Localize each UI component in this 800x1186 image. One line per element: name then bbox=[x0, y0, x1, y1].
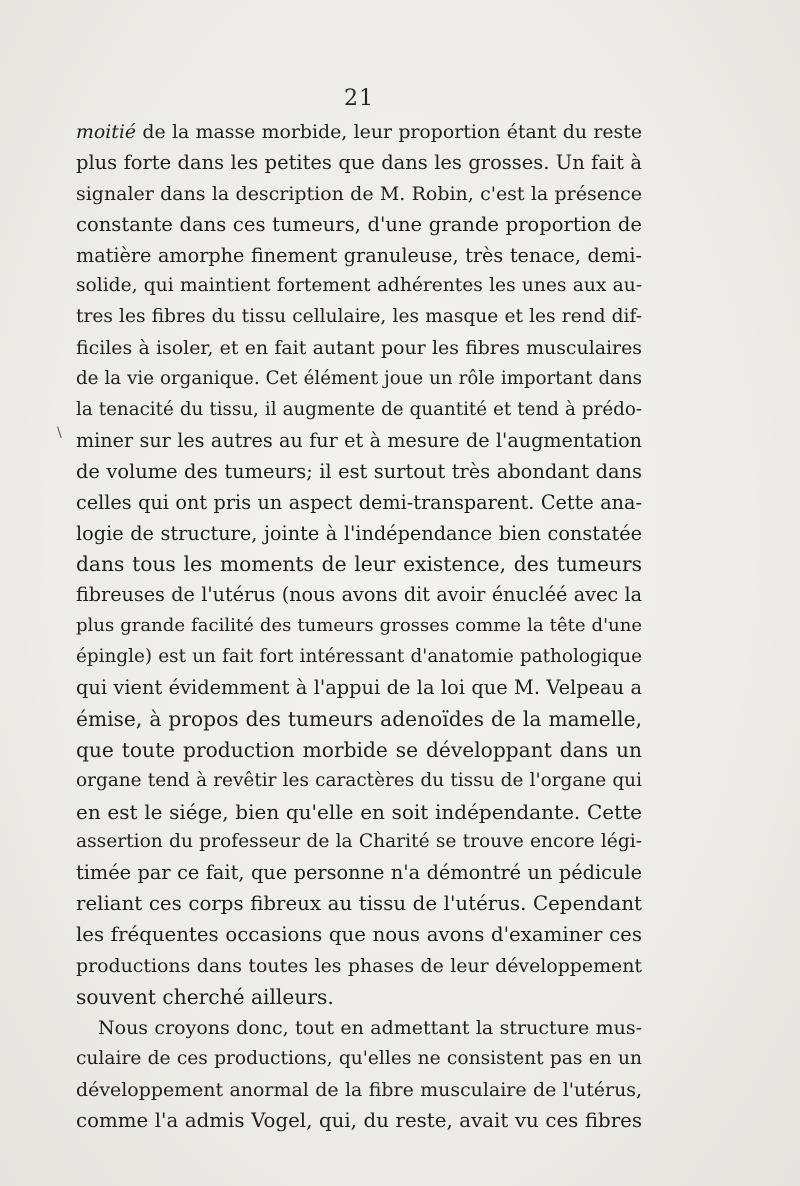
text-line: celles qui ont pris un aspect demi-transparent. Cette ana- bbox=[76, 490, 642, 514]
margin-mark: \ bbox=[57, 425, 62, 441]
text-line: souvent cherché ailleurs. bbox=[76, 984, 334, 1009]
text-line: comme l'a admis Vogel, qui, du reste, avait vu ces fibres bbox=[76, 1108, 642, 1132]
text-line: la tenacité du tissu, il augmente de quantité et tend à prédo- bbox=[76, 399, 642, 421]
text-run: de la masse morbide, leur proportion étant du reste bbox=[136, 121, 642, 143]
text-line: productions dans toutes les phases de leur développement bbox=[76, 955, 642, 978]
text-line: dans tous les moments de leur existence, des tumeurs bbox=[76, 552, 642, 577]
text-line: matière amorphe finement granuleuse, très tenace, demi- bbox=[76, 243, 642, 267]
body-text bbox=[76, 117, 642, 1136]
text-line: solide, qui maintient fortement adhérentes les unes aux au- bbox=[76, 275, 642, 297]
text-line: émise, à propos des tumeurs adenoïdes de la mamelle, bbox=[76, 706, 642, 731]
text-line: plus grande facilité des tumeurs grosses comme la tête d'une bbox=[76, 615, 642, 637]
text-line: tres les fibres du tissu cellulaire, les masque et les rend dif- bbox=[76, 306, 642, 328]
text-line: plus forte dans les petites que dans les grosses. Un fait à bbox=[76, 150, 642, 174]
text-line: logie de structure, jointe à l'indépendance bien constatée bbox=[76, 521, 642, 545]
text-line: fibreuses de l'utérus (nous avons dit avoir énucléé avec la bbox=[76, 583, 642, 607]
text-line: les fréquentes occasions que nous avons d'examiner ces bbox=[76, 923, 642, 947]
text-line: assertion du professeur de la Charité se trouve encore légi- bbox=[76, 831, 642, 853]
text-line: de volume des tumeurs; il est surtout très abondant dans bbox=[76, 459, 642, 483]
text-line: de la vie organique. Cet élément joue un rôle important dans bbox=[76, 368, 642, 390]
text-line: organe tend à revêtir les caractères du tissu de l'organe qui bbox=[76, 769, 642, 791]
text-line: culaire de ces productions, qu'elles ne consistent pas en un bbox=[76, 1047, 642, 1069]
text-line bbox=[76, 117, 642, 148]
italic-word: moitié bbox=[76, 121, 137, 143]
paragraph-first-line: Nous croyons donc, tout en admettant la structure mus- bbox=[98, 1016, 642, 1039]
text-line: épingle) est un fait fort intéressant d'anatomie pathologique bbox=[76, 646, 642, 668]
text-line: ficiles à isoler, et en fait autant pour les fibres musculaires bbox=[76, 337, 642, 360]
text-line: développement anormal de la fibre musculaire de l'utérus, bbox=[76, 1078, 642, 1101]
text-line: signaler dans la description de M. Robin, c'est la présence bbox=[76, 182, 642, 205]
text-line: miner sur les autres au fur et à mesure de l'augmentation bbox=[76, 428, 642, 452]
text-line: qui vient évidemment à l'appui de la loi que M. Velpeau a bbox=[76, 676, 642, 700]
page-number: 21 bbox=[344, 86, 374, 111]
text-line: en est le siége, bien qu'elle en soit indépendante. Cette bbox=[76, 799, 642, 824]
text-line: reliant ces corps fibreux au tissu de l'utérus. Cependant bbox=[76, 892, 642, 916]
text-line: constante dans ces tumeurs, d'une grande proportion de bbox=[76, 212, 642, 236]
text-line: timée par ce fait, que personne n'a démontré un pédicule bbox=[76, 861, 642, 885]
text-line: que toute production morbide se développant dans un bbox=[76, 737, 642, 762]
